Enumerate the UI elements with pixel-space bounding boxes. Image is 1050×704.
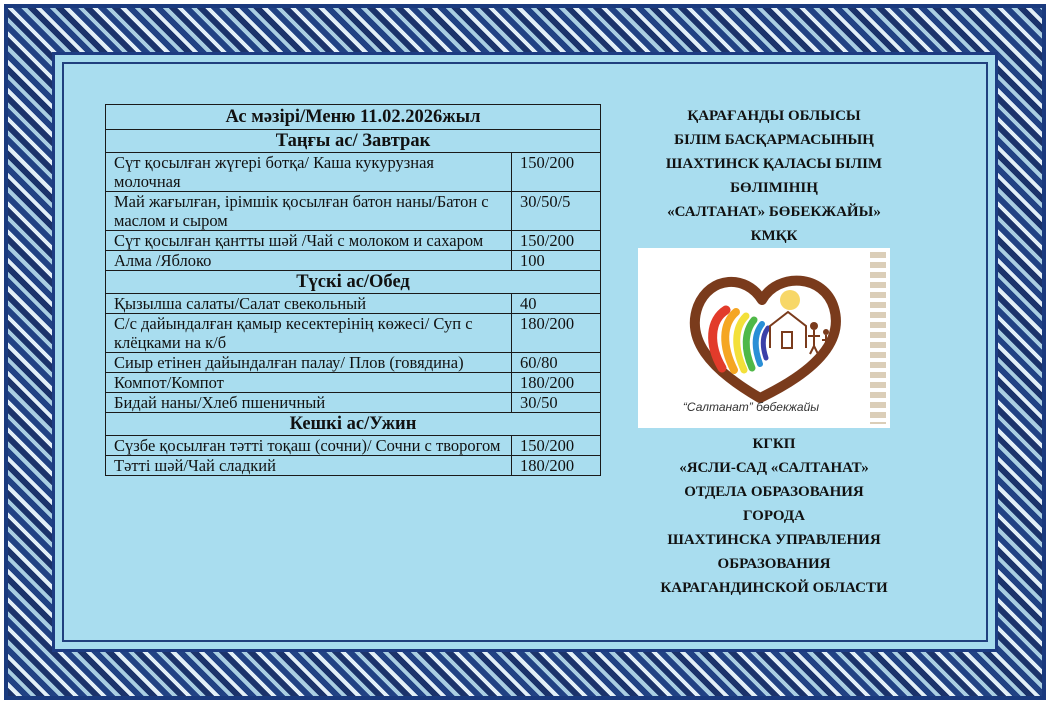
dish-name: Алма /Яблоко	[106, 251, 512, 271]
org-ru-line: КГКП	[752, 436, 796, 452]
menu-item-row	[106, 231, 601, 251]
organization-name-kazakh	[626, 104, 922, 248]
dish-name: Компот/Компот	[106, 373, 512, 393]
logo-ornament-strip	[870, 252, 886, 424]
meal-section-heading: Кешкі ас/Ужин	[106, 413, 601, 436]
menu-item-row	[106, 153, 601, 192]
menu-item-row	[106, 436, 601, 456]
org-kz-line: ҚАРАҒАНДЫ ОБЛЫСЫ	[687, 108, 861, 124]
dish-name: Сүзбе қосылған тәтті тоқаш (сочни)/ Сочни с творогом	[106, 436, 512, 456]
meal-section-row	[106, 130, 601, 153]
dish-name: Тәтті шәй/Чай сладкий	[106, 456, 512, 476]
menu-item-row	[106, 373, 601, 393]
dish-name: Сиыр етінен дайындалған палау/ Плов (говядина)	[106, 353, 512, 373]
portion-size: 60/80	[512, 353, 601, 373]
portion-size: 150/200	[512, 153, 601, 192]
menu-title: Ас мәзірі/Меню 11.02.2026жыл	[106, 105, 601, 130]
org-kz-line: ШАХТИНСК ҚАЛАСЫ БІЛІМ	[665, 156, 883, 172]
portion-size: 100	[512, 251, 601, 271]
meal-section-heading: Түскі ас/Обед	[106, 271, 601, 294]
meal-section-heading: Таңғы ас/ Завтрак	[106, 130, 601, 153]
menu-item-row	[106, 393, 601, 413]
org-ru-line: ОТДЕЛА ОБРАЗОВАНИЯ	[684, 484, 864, 500]
menu-item-row	[106, 353, 601, 373]
org-ru-line: ГОРОДА	[743, 508, 805, 524]
org-kz-line: БӨЛІМІНІҢ	[730, 180, 818, 196]
portion-size: 150/200	[512, 436, 601, 456]
menu-item-row	[106, 294, 601, 314]
org-ru-line: ШАХТИНСКА УПРАВЛЕНИЯ	[667, 532, 881, 548]
menu-item-row	[106, 251, 601, 271]
portion-size: 40	[512, 294, 601, 314]
portion-size: 180/200	[512, 456, 601, 476]
portion-size: 30/50/5	[512, 192, 601, 231]
dish-name: Сүт қосылған жүгері ботқа/ Каша кукурузная молочная	[106, 153, 512, 192]
org-ru-line: КАРАГАНДИНСКОЙ ОБЛАСТИ	[660, 580, 888, 596]
menu-title-row	[106, 105, 601, 130]
portion-size: 30/50	[512, 393, 601, 413]
portion-size: 180/200	[512, 373, 601, 393]
logo-caption: “Салтанат” бөбекжайы	[682, 400, 820, 414]
menu-item-row	[106, 456, 601, 476]
meal-section-row	[106, 271, 601, 294]
menu-table	[105, 104, 601, 476]
dish-name: Бидай наны/Хлеб пшеничный	[106, 393, 512, 413]
org-kz-line: БІЛІМ БАСҚАРМАСЫНЫҢ	[674, 132, 874, 148]
dish-name: Май жағылған, ірімшік қосылған батон наны/Батон с маслом и сыром	[106, 192, 512, 231]
menu-item-row	[106, 314, 601, 353]
dish-name: Сүт қосылған қантты шәй /Чай с молоком и сахаром	[106, 231, 512, 251]
menu-item-row	[106, 192, 601, 231]
portion-size: 150/200	[512, 231, 601, 251]
kindergarten-logo	[638, 248, 890, 428]
org-ru-line: ОБРАЗОВАНИЯ	[717, 556, 831, 572]
dish-name: Қызылша салаты/Салат свекольный	[106, 294, 512, 314]
org-kz-line: КМҚК	[750, 228, 798, 244]
organization-name-russian	[626, 432, 922, 600]
dish-name: С/с дайындалған қамыр кесектерінің көжесі/ Суп с клёцками на к/б	[106, 314, 512, 353]
meal-section-row	[106, 413, 601, 436]
org-kz-line: «САЛТАНАТ» БӨБЕКЖАЙЫ»	[667, 204, 881, 220]
org-ru-line: «ЯСЛИ-САД «САЛТАНАТ»	[679, 460, 869, 476]
portion-size: 180/200	[512, 314, 601, 353]
